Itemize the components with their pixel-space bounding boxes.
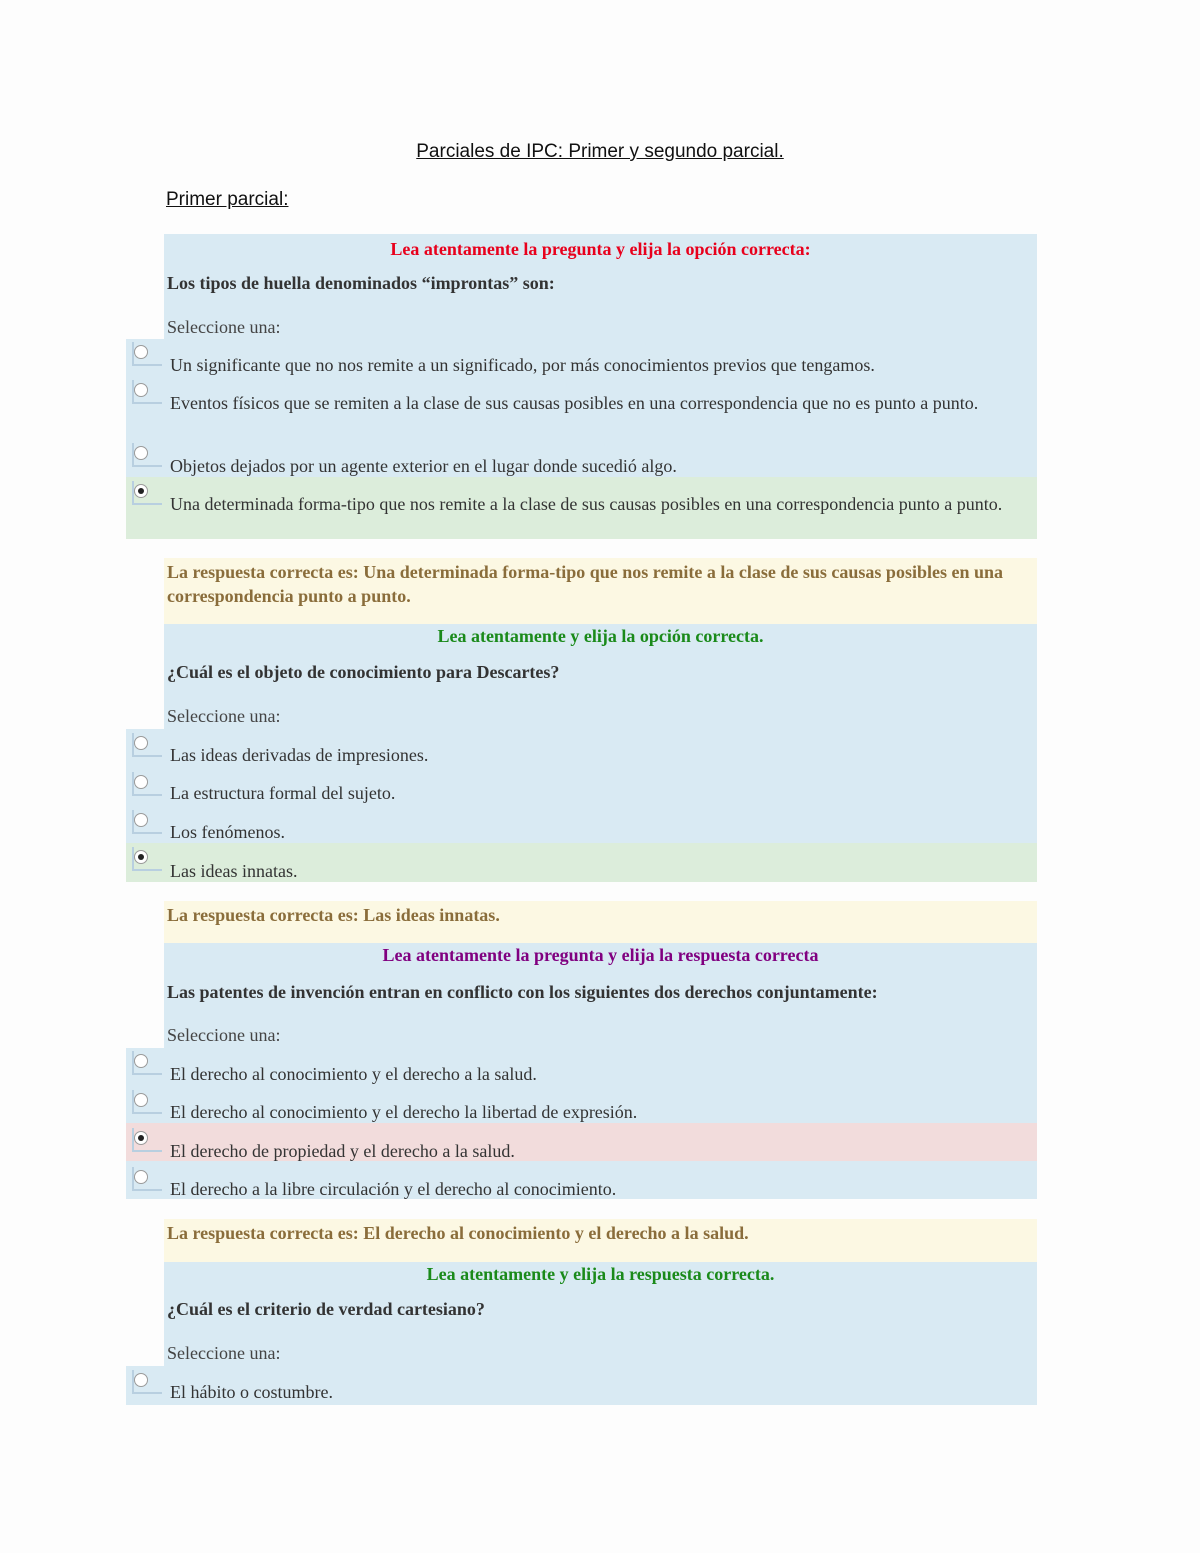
- section-title: Primer parcial:: [166, 189, 289, 210]
- question-text: Los tipos de huella denominados “improntas” son:: [167, 273, 555, 293]
- option-text[interactable]: El derecho al conocimiento y el derecho la libertad de expresión.: [170, 1102, 638, 1122]
- radio-button[interactable]: [134, 1373, 148, 1387]
- question-instruction: Lea atentamente y elija la respuesta correcta.: [426, 1264, 775, 1284]
- correct-answer-feedback: La respuesta correcta es: Una determinada forma-tipo que nos remite a la clase de sus causas posibles en una correspondencia punto a punto.: [164, 558, 1037, 624]
- option-text[interactable]: El hábito o costumbre.: [170, 1382, 333, 1402]
- question-instruction: Lea atentamente y elija la opción correcta.: [437, 626, 764, 646]
- radio-button-selected[interactable]: [134, 484, 148, 498]
- option-text[interactable]: El derecho al conocimiento y el derecho a la salud.: [170, 1064, 537, 1084]
- correct-answer-feedback: La respuesta correcta es: El derecho al conocimiento y el derecho a la salud.: [164, 1219, 1037, 1262]
- radio-button[interactable]: [134, 345, 148, 359]
- radio-button[interactable]: [134, 1170, 148, 1184]
- question-header: [164, 943, 1037, 1043]
- select-label: Seleccione una:: [167, 706, 281, 726]
- radio-button[interactable]: [134, 813, 148, 827]
- radio-button[interactable]: [134, 736, 148, 750]
- radio-button[interactable]: [134, 383, 148, 397]
- question-instruction: Lea atentamente la pregunta y elija la opción correcta:: [390, 239, 811, 259]
- option-text[interactable]: Objetos dejados por un agente exterior en el lugar donde sucedió algo.: [170, 456, 677, 476]
- select-label: Seleccione una:: [167, 1025, 281, 1045]
- option-text[interactable]: El derecho de propiedad y el derecho a la salud.: [170, 1141, 515, 1161]
- option-text[interactable]: Las ideas innatas.: [170, 861, 298, 881]
- radio-button[interactable]: [134, 1054, 148, 1068]
- option-text[interactable]: Eventos físicos que se remiten a la clase de sus causas posibles en una correspondencia que no es punto a punto.: [170, 393, 979, 413]
- select-label: Seleccione una:: [167, 317, 281, 337]
- document-title: Parciales de IPC: Primer y segundo parcial.: [416, 141, 784, 162]
- radio-button[interactable]: [134, 446, 148, 460]
- question-header: [164, 1262, 1037, 1362]
- radio-button-selected[interactable]: [134, 850, 148, 864]
- question-text: Las patentes de invención entran en conflicto con los siguientes dos derechos conjuntamente:: [167, 982, 878, 1002]
- option-text[interactable]: Un significante que no nos remite a un significado, por más conocimientos previos que tengamos.: [170, 355, 875, 375]
- option-text[interactable]: El derecho a la libre circulación y el derecho al conocimiento.: [170, 1179, 617, 1199]
- option-text[interactable]: La estructura formal del sujeto.: [170, 783, 396, 803]
- correct-answer-feedback: La respuesta correcta es: Las ideas innatas.: [164, 901, 1037, 943]
- question-header: [164, 234, 1037, 337]
- option-text[interactable]: Los fenómenos.: [170, 822, 285, 842]
- question-text: ¿Cuál es el objeto de conocimiento para Descartes?: [167, 662, 560, 682]
- question-header: [164, 624, 1037, 724]
- question-text: ¿Cuál es el criterio de verdad cartesiano?: [167, 1299, 485, 1319]
- radio-button-selected[interactable]: [134, 1131, 148, 1145]
- select-label: Seleccione una:: [167, 1343, 281, 1363]
- option-text[interactable]: Las ideas derivadas de impresiones.: [170, 745, 429, 765]
- radio-button[interactable]: [134, 1093, 148, 1107]
- option-text[interactable]: Una determinada forma-tipo que nos remite a la clase de sus causas posibles en una correspondencia punto a punto.: [170, 494, 1003, 514]
- radio-button[interactable]: [134, 775, 148, 789]
- question-instruction: Lea atentamente la pregunta y elija la respuesta correcta: [382, 945, 819, 965]
